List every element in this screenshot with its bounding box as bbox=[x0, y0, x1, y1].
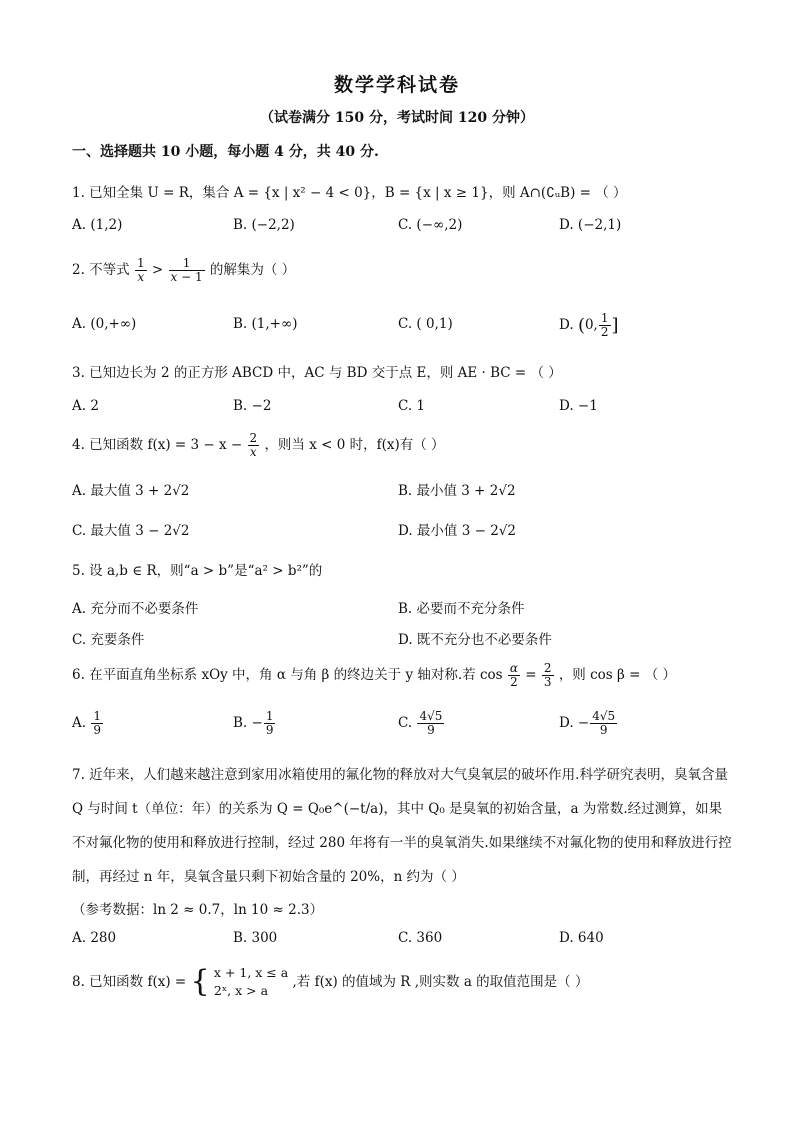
question-4-options-row1 bbox=[72, 479, 732, 503]
fraction: $\frac{\alpha}{2}$ bbox=[509, 661, 518, 689]
option-d: D. − $\frac{4√5}{9}$ bbox=[559, 709, 616, 737]
question-7-reference: （参考数据：ln 2 ≈ 0.7，ln 10 ≈ 2.3） bbox=[72, 902, 324, 918]
option-a: A. 充分而不必要条件 bbox=[72, 601, 199, 617]
option-b: B. 最小值 3 + 2√2 bbox=[398, 483, 516, 499]
option-c: C. 360 bbox=[398, 930, 443, 946]
question-4-options-row2 bbox=[72, 519, 732, 543]
question-6-prefix: 6. 在平面直角坐标系 xOy 中，角 α 与角 β 的终边关于 y 轴对称.若 cos bbox=[72, 667, 503, 683]
question-8-suffix: ,若 f(x) 的值域为 R ,则实数 a 的取值范围是（ ） bbox=[292, 974, 589, 990]
question-7-options bbox=[72, 930, 732, 954]
fraction: $\frac{1}{x - 1}$ bbox=[170, 256, 203, 284]
option-d: D. −1 bbox=[559, 398, 598, 414]
option-d: D. 最小值 3 − 2√2 bbox=[398, 523, 516, 539]
question-2-suffix: 的解集为（ ） bbox=[209, 262, 296, 278]
question-3: 3. 已知边长为 2 的正方形 ABCD 中，AC 与 BD 交于点 E，则 AE · BC = （ ） bbox=[72, 365, 562, 381]
option-c: C. ( 0,1) bbox=[398, 316, 453, 332]
question-8 bbox=[72, 964, 732, 1008]
option-a: A. 280 bbox=[72, 930, 117, 946]
case-2: 2ˣ, x > a bbox=[213, 983, 269, 998]
option-c: C. 最大值 3 − 2√2 bbox=[72, 523, 190, 539]
page-subtitle: （试卷满分 150 分，考试时间 120 分钟） bbox=[260, 110, 534, 126]
question-3-options bbox=[72, 398, 732, 422]
section-heading: 一、选择题共 10 小题，每小题 4 分，共 40 分. bbox=[72, 144, 379, 160]
brace-icon: { bbox=[190, 964, 210, 999]
question-5-options-row2 bbox=[72, 628, 732, 652]
option-a: A. 2 bbox=[72, 398, 99, 414]
option-a: A. $\frac{1}{9}$ bbox=[72, 709, 101, 737]
option-a: A. 最大值 3 + 2√2 bbox=[72, 483, 190, 499]
fraction: $\frac{2}{x}$ bbox=[249, 431, 258, 459]
fraction: $\frac{2}{3}$ bbox=[543, 661, 552, 689]
question-2: 2. 不等式 $\frac{1}{x}$ > $\frac{1}{x - 1}$ 的解集为（ ） bbox=[72, 256, 296, 284]
page-title: 数学学科试卷 bbox=[333, 74, 460, 96]
option-c: C. (−∞,2) bbox=[398, 217, 463, 233]
question-4-prefix: 4. 已知函数 f(x) = 3 − x − bbox=[72, 437, 243, 453]
question-5-options-row1 bbox=[72, 597, 732, 621]
question-8-prefix: 8. 已知函数 f(x) = bbox=[72, 974, 187, 990]
question-6-suffix: ，则 cos β = （ ） bbox=[558, 667, 677, 683]
option-d: D. 640 bbox=[559, 930, 604, 946]
question-6: 6. 在平面直角坐标系 xOy 中，角 α 与角 β 的终边关于 y 轴对称.若 cos $\frac{\alpha}{2}$ = $\frac{2}{3}$ ，则 cos β = （ ） bbox=[72, 661, 677, 689]
option-a: A. (0,+∞) bbox=[72, 316, 137, 332]
piecewise-cases bbox=[214, 964, 288, 1000]
option-b: B. − $\frac{1}{9}$ bbox=[233, 709, 274, 737]
option-b: B. −2 bbox=[233, 398, 272, 414]
question-1: 1. 已知全集 U = R，集合 A = {x | x² − 4 < 0}，B = {x | x ≥ 1}，则 A∩(∁ᵤB) = （ ） bbox=[72, 185, 627, 201]
question-4 bbox=[72, 432, 732, 459]
option-c: C. 1 bbox=[398, 398, 426, 414]
option-d: D. (0, $\frac{1}{2}$ ] bbox=[559, 311, 619, 339]
question-2-prefix: 2. 不等式 bbox=[72, 262, 130, 278]
question-4-suffix: ，则当 x < 0 时，f(x)有（ ） bbox=[264, 437, 445, 453]
option-b: B. 必要而不充分条件 bbox=[398, 601, 525, 617]
question-7: 7. 近年来，人们越来越注意到家用冰箱使用的氟化物的释放对大气臭氧层的破坏作用.科学研究表明，臭氧含量 Q 与时间 t（单位：年）的关系为 Q = Q₀e^(−t/a)，其中 Q₀ 是臭氧的初始含量，a 为常数.经过测算，如果不对氟化物的使用和释放进行控制，经过 280 年将有一半的臭氧消失.如果继续不对氟化物的使用和释放进行控制，再经过 n 年，臭氧含量只剩下初始含量的 20%，n 约为（ ） bbox=[72, 767, 732, 885]
question-2-options bbox=[72, 312, 732, 346]
option-a: A. (1,2) bbox=[72, 217, 123, 233]
option-c: C. 充要条件 bbox=[72, 632, 145, 648]
option-b: B. (−2,2) bbox=[233, 217, 295, 233]
option-b: B. 300 bbox=[233, 930, 278, 946]
option-b: B. (1,+∞) bbox=[233, 316, 298, 332]
case-1: x + 1, x ≤ a bbox=[213, 965, 289, 980]
option-c: C. $\frac{4√5}{9}$ bbox=[398, 709, 443, 737]
question-1-options bbox=[72, 217, 732, 241]
option-d: D. 既不充分也不必要条件 bbox=[398, 632, 552, 648]
question-6-options bbox=[72, 710, 732, 750]
option-d: D. (−2,1) bbox=[559, 217, 622, 233]
question-5: 5. 设 a,b ∈ R，则“a > b”是“a² > b²”的 bbox=[72, 563, 323, 579]
fraction: $\frac{1}{x}$ bbox=[136, 256, 145, 284]
